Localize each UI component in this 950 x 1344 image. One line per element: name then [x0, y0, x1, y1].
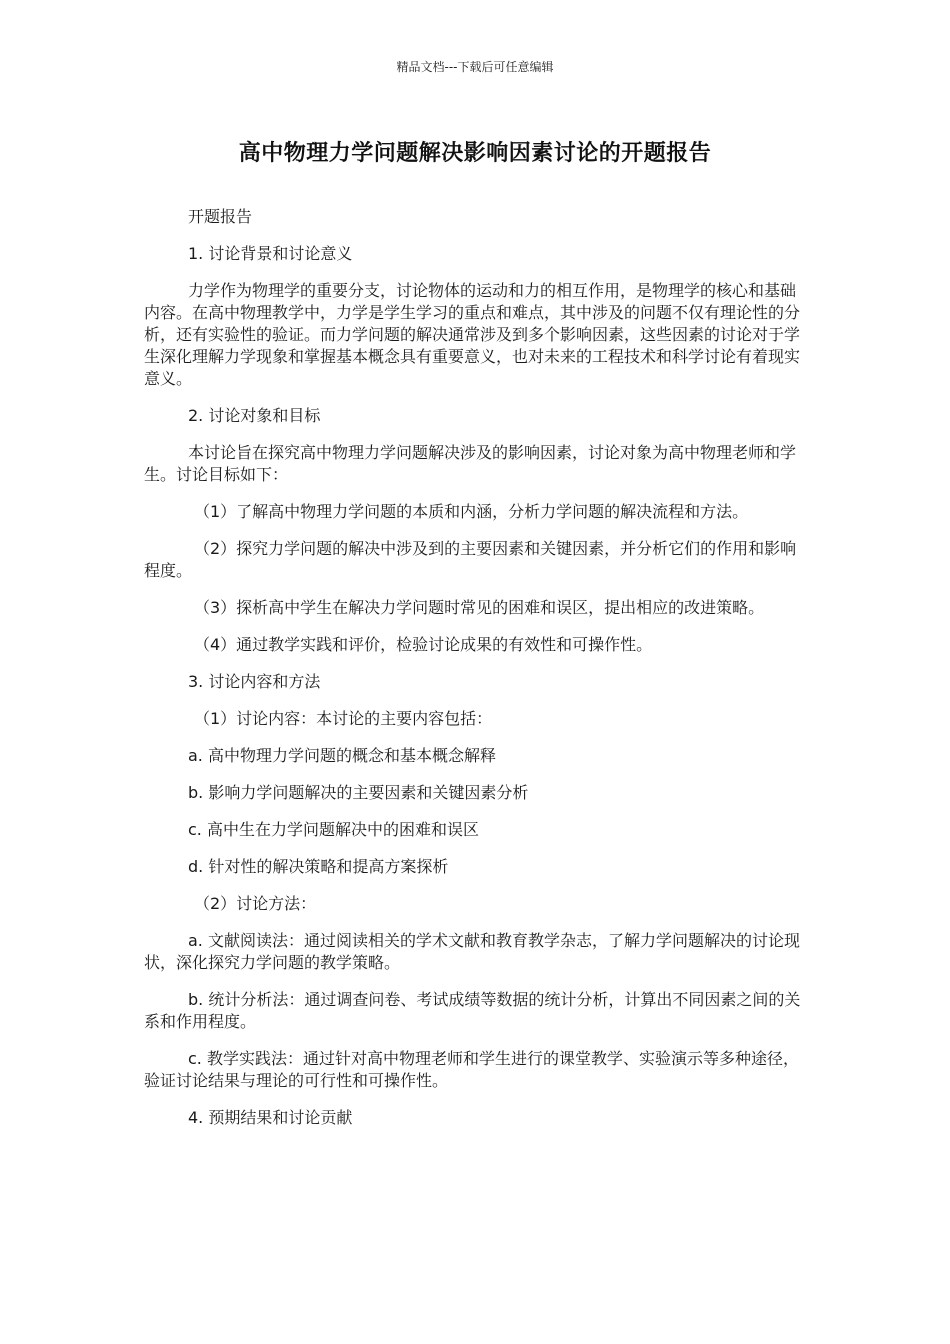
- list-item: c. 教学实践法：通过针对高中物理老师和学生进行的课堂教学、实验演示等多种途径，验证讨论结果与理论的可行性和可操作性。: [144, 1049, 799, 1090]
- paragraph: 开题报告: [188, 207, 253, 226]
- paragraph: 力学作为物理学的重要分支，讨论物体的运动和力的相互作用，是物理学的核心和基础内容。在高中物理教学中，力学是学生学习的重点和难点，其中涉及的问题不仅有理论性的分析，还有实验性的验证。而力学问题的解决通常涉及到多个影响因素，这些因素的讨论对于学生深化理解力学现象和掌握基本概念具有重要意义，也对未来的工程技术和科学讨论有着现实意义。: [144, 281, 801, 388]
- list-item: （2）讨论方法：: [194, 894, 317, 913]
- list-item: （2）探究力学问题的解决中涉及到的主要因素和关键因素，并分析它们的作用和影响程度。: [144, 539, 797, 580]
- document-body: [144, 206, 808, 1144]
- page-header-note: 精品文档---下载后可任意编辑: [396, 60, 554, 74]
- paragraph: 本讨论旨在探究高中物理力学问题解决涉及的影响因素，讨论对象为高中物理老师和学生。讨论目标如下：: [144, 443, 797, 484]
- list-item: a. 文献阅读法：通过阅读相关的学术文献和教育教学杂志，了解力学问题解决的讨论现状，深化探究力学问题的教学策略。: [144, 931, 800, 972]
- list-item: d. 针对性的解决策略和提高方案探析: [188, 857, 449, 876]
- section-heading: 3. 讨论内容和方法: [188, 672, 321, 691]
- list-item: b. 统计分析法：通过调查问卷、考试成绩等数据的统计分析，计算出不同因素之间的关系和作用程度。: [144, 990, 801, 1031]
- section-heading: 2. 讨论对象和目标: [188, 406, 321, 425]
- section-heading: 1. 讨论背景和讨论意义: [188, 244, 353, 263]
- list-item: （3）探析高中学生在解决力学问题时常见的困难和误区，提出相应的改进策略。: [194, 598, 765, 617]
- list-item: c. 高中生在力学问题解决中的困难和误区: [188, 820, 479, 839]
- list-item: （1）了解高中物理力学问题的本质和内涵，分析力学问题的解决流程和方法。: [194, 502, 749, 521]
- list-item: （4）通过教学实践和评价，检验讨论成果的有效性和可操作性。: [194, 635, 653, 654]
- list-item: （1）讨论内容：本讨论的主要内容包括：: [194, 709, 493, 728]
- document-title: 高中物理力学问题解决影响因素讨论的开题报告: [238, 141, 712, 166]
- list-item: a. 高中物理力学问题的概念和基本概念解释: [188, 746, 496, 765]
- section-heading: 4. 预期结果和讨论贡献: [188, 1108, 353, 1127]
- list-item: b. 影响力学问题解决的主要因素和关键因素分析: [188, 783, 529, 802]
